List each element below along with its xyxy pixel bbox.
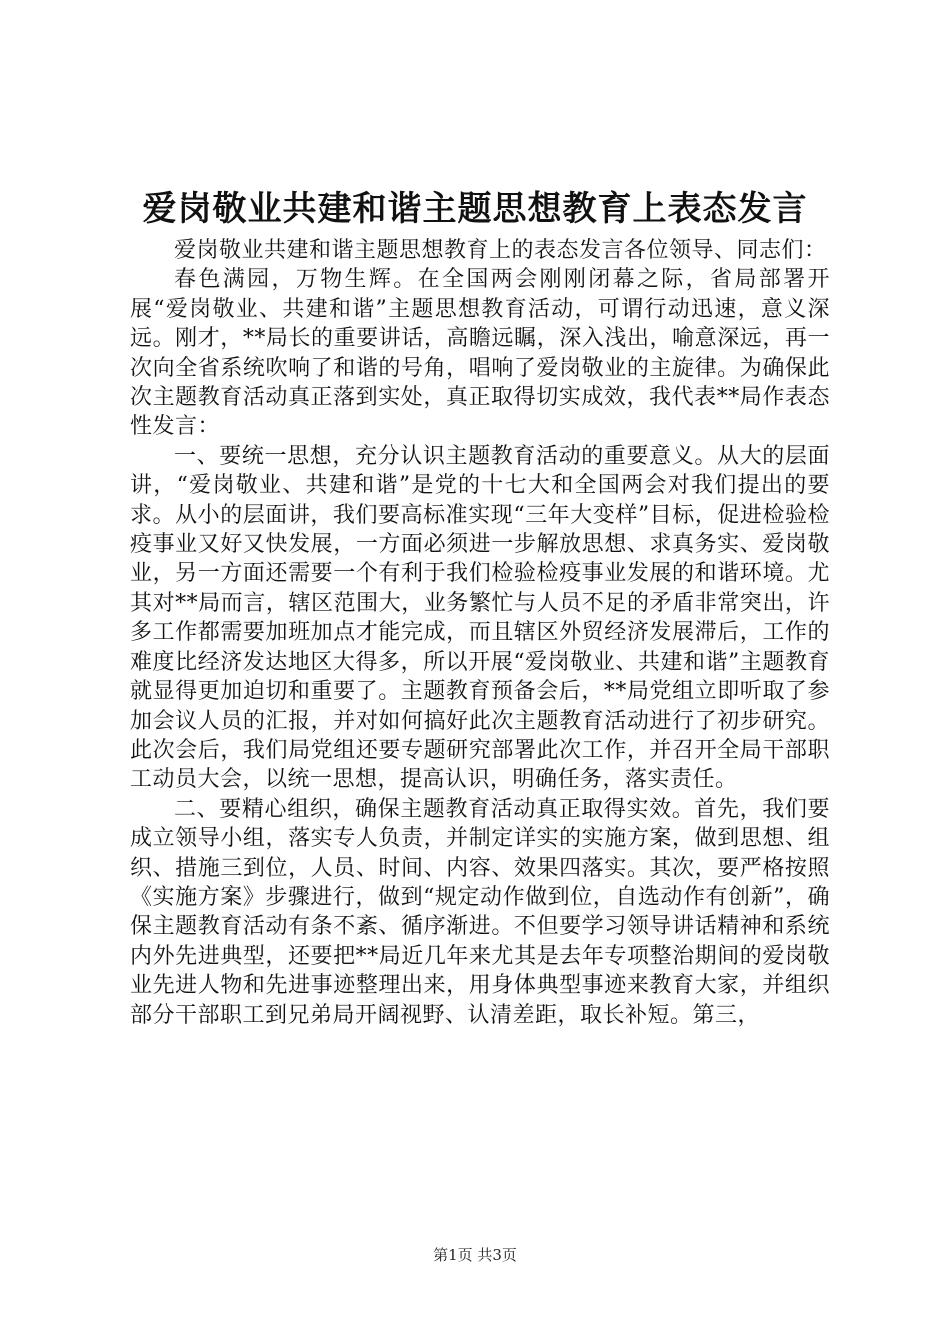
document-title: 爱岗敬业共建和谐主题思想教育上表态发言 xyxy=(142,189,808,229)
page-footer: 第1页 共3页 xyxy=(433,1246,517,1264)
body-paragraph: 春色满园，万物生辉。在全国两会刚刚闭幕之际，省局部署开展“爱岗敬业、共建和谐”主题思想教育活动，可谓行动迅速，意义深远。刚才，**局长的重要讲话，高瞻远瞩，深入浅出，喻意深远，再一次向全省系统吹响了和谐的号角，唱响了爱岗敬业的主旋律。为确保此次主题教育活动真正落到实处，真正取得切实成效，我代表**局作表态性发言： xyxy=(130,267,830,440)
document-body xyxy=(130,236,830,1030)
intro-paragraph: 爱岗敬业共建和谐主题思想教育上的表态发言各位领导、同志们： xyxy=(174,238,827,263)
body-paragraph: 一、要统一思想，充分认识主题教育活动的重要意义。从大的层面讲，“爱岗敬业、共建和谐”是党的十七大和全国两会对我们提出的要求。从小的层面讲，我们要高标准实现“三年大变样”目标，促进检验检疫事业又好又快发展，一方面必须进一步解放思想、求真务实、爱岗敬业，另一方面还需要一个有利于我们检验检疫事业发展的和谐环境。尤其对**局而言，辖区范围大，业务繁忙与人员不足的矛盾非常突出，许多工作都需要加班加点才能完成，而且辖区外贸经济发展滞后，工作的难度比经济发达地区大得多，所以开展“爱岗敬业、共建和谐”主题教育就显得更加迫切和重要了。主题教育预备会后，**局党组立即听取了参加会议人员的汇报，并对如何搞好此次主题教育活动进行了初步研究。此次会后，我们局党组还要专题研究部署此次工作，并召开全局干部职工动员大会，以统一思想，提高认识，明确任务，落实责任。 xyxy=(130,443,830,793)
body-paragraph: 二、要精心组织，确保主题教育活动真正取得实效。首先，我们要成立领导小组，落实专人负责，并制定详实的实施方案，做到思想、组织、措施三到位，人员、时间、内容、效果四落实。其次，要严格按照《实施方案》步骤进行，做到“规定动作做到位，自选动作有创新”，确保主题教育活动有条不紊、循序渐进。不但要学习领导讲话精神和系统内外先进典型，还要把**局近几年来尤其是去年专项整治期间的爱岗敬业先进人物和先进事迹整理出来，用身体典型事迹来教育大家，并组织部分干部职工到兄弟局开阔视野、认清差距，取长补短。第三， xyxy=(130,796,830,1028)
